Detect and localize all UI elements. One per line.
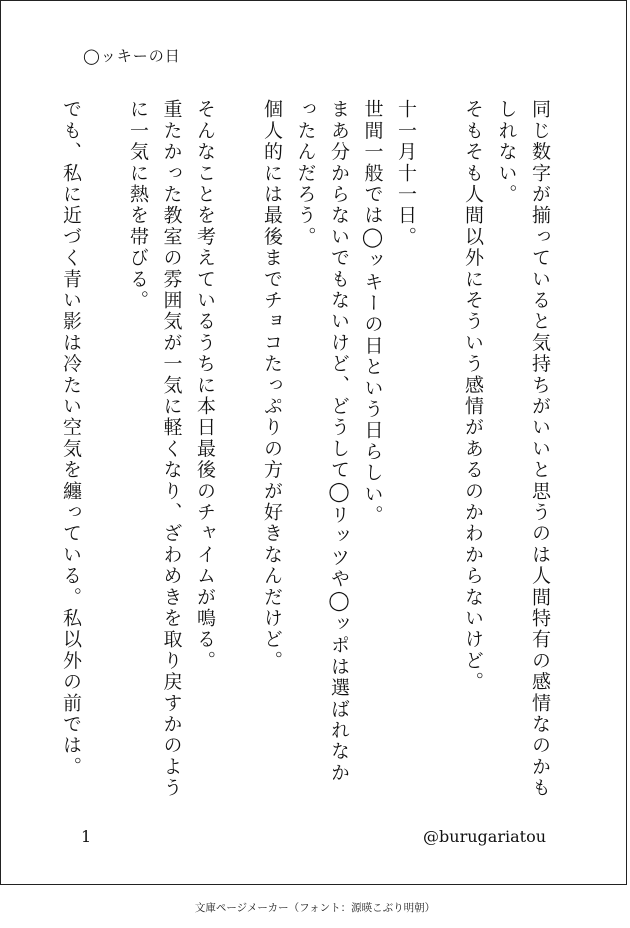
paragraph: でも、私に近づく青い影は冷たい空気を纏っている。私以外の前では。 — [60, 99, 82, 778]
blank-line — [422, 99, 456, 799]
blank-line — [87, 99, 121, 799]
paragraph: 世間一般では◯ッキーの日という日らしい。 — [361, 99, 384, 526]
paragraph: まあ分からないでもないけど、どうして◯リッツや◯ッポは選ばれなかったんだろう。 — [294, 99, 350, 784]
blank-line — [221, 99, 255, 799]
author-handle: @burugariatou — [423, 827, 546, 846]
paragraph: そんなことを考えているうちに本日最後のチャイムが鳴る。 — [194, 99, 216, 672]
paragraph: 十一月十一日。 — [395, 99, 417, 248]
footer-credit: 文庫ページメーカー（フォント：源暎こぶり明朝） — [194, 902, 436, 914]
paragraph: そもそも人間以外にそういう感情があるのかわからないけど。 — [462, 99, 484, 693]
vertical-body-text — [54, 99, 557, 799]
paragraph: 個人的には最後までチョコたっぷりの方が好きなんだけど。 — [261, 99, 283, 672]
page-title: ◯ッキーの日 — [83, 47, 181, 65]
paragraph: 重たかった教室の雰囲気が一気に軽くなり、ざわめきを取り戻すかのように一気に熱を帯びる。 — [127, 99, 183, 799]
page-number: 1 — [81, 827, 92, 846]
paragraph: 同じ数字が揃っていると気持ちがいいと思うのは人間特有の感情なのかもしれない。 — [495, 99, 551, 799]
